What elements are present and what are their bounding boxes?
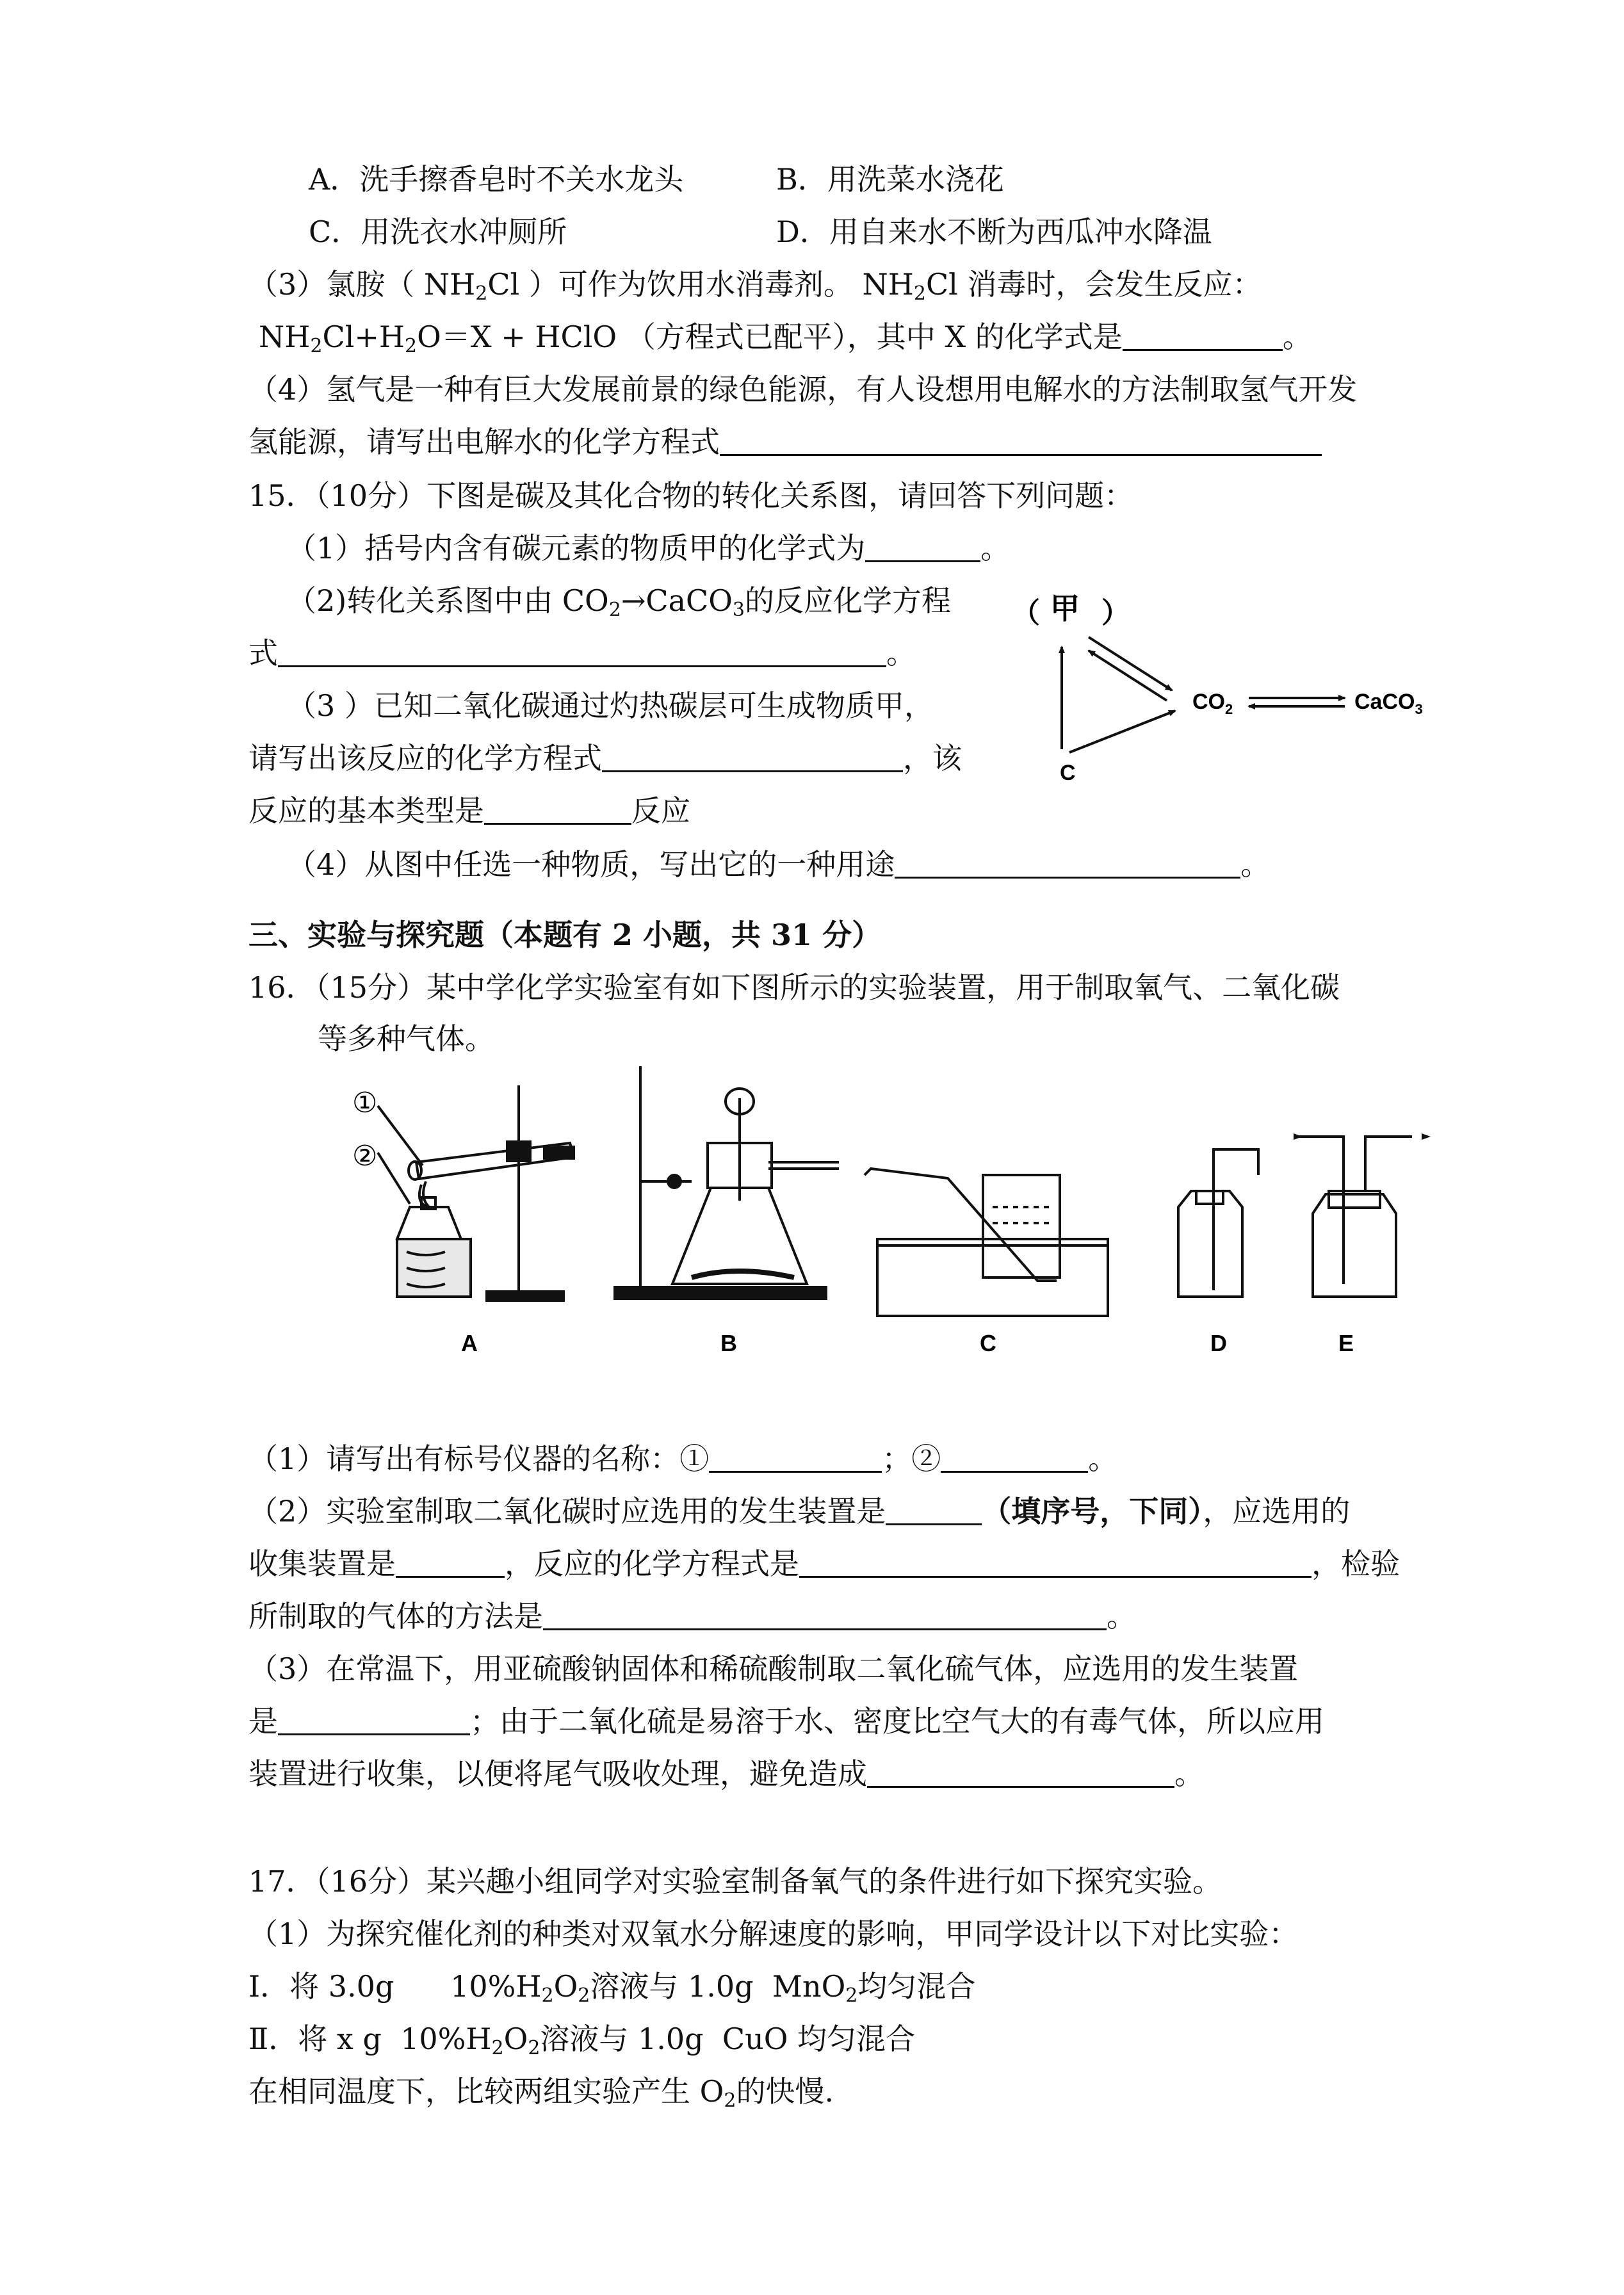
- diagram-paren-close: ）: [1101, 597, 1130, 629]
- arrow-co2-to-jia: [1089, 651, 1167, 701]
- option-c: C．用洗衣水冲厕所: [309, 215, 567, 249]
- q17-comparison: 在相同温度下，比较两组实验产生 $O_2$的快慢.: [248, 2074, 834, 2112]
- answer-blank[interactable]: [941, 1440, 1088, 1473]
- option-d: D．用自来水不断为西瓜冲水降温: [776, 215, 1212, 249]
- apparatus-b: [615, 1066, 839, 1299]
- q16-title-line1: 16．（15分）某中学化学实验室有如下图所示的实验装置，用于制取氧气、二氧化碳: [248, 970, 1340, 1005]
- answer-blank[interactable]: [1123, 318, 1283, 351]
- answer-blank[interactable]: [709, 1440, 882, 1473]
- section-3-title: 三、实验与探究题（本题有 2 小题，共 31 分）: [248, 918, 882, 952]
- answer-blank[interactable]: [278, 1703, 470, 1735]
- answer-blank[interactable]: [543, 1598, 1107, 1630]
- label-2: ②: [352, 1140, 378, 1172]
- q16-part2-line1: （2）实验室制取二氧化碳时应选用的发生装置是 （填序号，下同），应选用的: [248, 1494, 1351, 1529]
- q17-experiment-ii: Ⅱ．将 x g $10\%H_2O_2$溶液与 1.0g CuO 均匀混合: [248, 2022, 916, 2059]
- answer-blank[interactable]: [865, 530, 980, 562]
- apparatus-c: [865, 1169, 1108, 1316]
- q15-part2-line2: 式 。: [248, 636, 916, 670]
- q14-part4-line1: （4）氢气是一种有巨大发展前景的绿色能源，有人设想用电解水的方法制取氢气开发: [248, 372, 1358, 407]
- answer-blank[interactable]: [396, 1545, 505, 1578]
- q15-title: 15．（10分）下图是碳及其化合物的转化关系图，请回答下列问题：: [248, 478, 1134, 513]
- q16-part1: （1）请写出有标号仪器的名称：① ；② 。: [248, 1441, 1118, 1476]
- q16-part3-line2: 是 ；由于二氧化硫是易溶于水、密度比空气大的有毒气体，所以应用: [248, 1704, 1324, 1739]
- carbon-conversion-diagram: [999, 576, 1473, 794]
- q15-part1: （1）括号内含有碳元素的物质甲的化学式为 。: [287, 531, 1011, 565]
- q14-part4-line2: 氢能源，请写出电解水的化学方程式: [248, 423, 1322, 461]
- q17-experiment-i: Ⅰ．将 3.0g $10\%H_2O_2$溶液与 1.0g MnO$_2$均匀混合: [248, 1969, 976, 2007]
- answer-blank[interactable]: [720, 423, 1322, 456]
- diagram-caco3: CaCO$_3$: [1354, 690, 1423, 717]
- q15-part3-line3: 反应的基本类型是 反应: [248, 793, 690, 828]
- q16-part2-line3: 所制取的气体的方法是 。: [248, 1599, 1136, 1634]
- answer-blank[interactable]: [278, 635, 886, 667]
- q14-part3-line2: $NH_2Cl+H_2O=X$ + HClO （方程式已配平），其中 X 的化学式是 。: [259, 320, 1312, 357]
- arrow-c-to-co2: [1069, 711, 1175, 752]
- diagram-co2: $CO_2$: [1192, 690, 1233, 717]
- option-b: B．用洗菜水浇花: [776, 162, 1004, 197]
- apparatus-a: [378, 1085, 574, 1301]
- q15-part2-line1: （2)转化关系图中由 $CO_2\to CaCO_3$的反应化学方程: [287, 583, 952, 621]
- diagram-c: C: [1060, 761, 1076, 785]
- answer-blank[interactable]: [895, 846, 1240, 879]
- diagram-jia: 甲: [1050, 592, 1080, 625]
- option-a: A．洗手擦香皂时不关水龙头: [309, 162, 684, 197]
- caption-e: E: [1338, 1330, 1354, 1356]
- arrow-jia-to-co2: [1089, 637, 1172, 690]
- q17-title: 17．（16分）某兴趣小组同学对实验室制备氧气的条件进行如下探究实验。: [248, 1864, 1222, 1899]
- q17-part1: （1）为探究催化剂的种类对双氧水分解速度的影响，甲同学设计以下对比实验：: [248, 1917, 1299, 1951]
- caption-c: C: [980, 1330, 996, 1356]
- q16-part3-line1: （3）在常温下，用亚硫酸钠固体和稀硫酸制取二氧化硫气体，应选用的发生装置: [248, 1651, 1299, 1686]
- q15-part3-line1: （3 ）已知二氧化碳通过灼热碳层可生成物质甲，: [287, 688, 934, 723]
- q14-part3-line1: （3）氯胺（ $NH_2Cl$ ）可作为饮用水消毒剂。 $NH_2Cl$ 消毒时，会发生反应：: [248, 267, 1262, 305]
- diagram-paren-open: （: [1012, 597, 1040, 629]
- apparatus-e: [1297, 1137, 1412, 1297]
- answer-blank[interactable]: [799, 1545, 1311, 1578]
- answer-blank[interactable]: [867, 1755, 1174, 1788]
- lab-apparatus-figure: [333, 1066, 1492, 1374]
- answer-blank[interactable]: [484, 792, 631, 825]
- apparatus-d: [1178, 1149, 1258, 1297]
- label-1: ①: [352, 1087, 378, 1119]
- q16-part2-line2: 收集装置是 ，反应的化学方程式是 ，检验: [248, 1546, 1400, 1581]
- q15-part4: （4）从图中任选一种物质，写出它的一种用途 。: [287, 847, 1271, 882]
- q16-title-line2: 等多种气体。: [318, 1021, 494, 1056]
- caption-a: A: [461, 1330, 478, 1356]
- caption-d: D: [1210, 1330, 1227, 1356]
- q15-part3-line2: 请写出该反应的化学方程式 ，该: [248, 741, 962, 775]
- answer-blank[interactable]: [886, 1493, 982, 1525]
- caption-b: B: [720, 1330, 737, 1356]
- answer-blank[interactable]: [602, 740, 903, 772]
- q16-part3-line3: 装置进行收集，以便将尾气吸收处理，避免造成 。: [248, 1756, 1204, 1791]
